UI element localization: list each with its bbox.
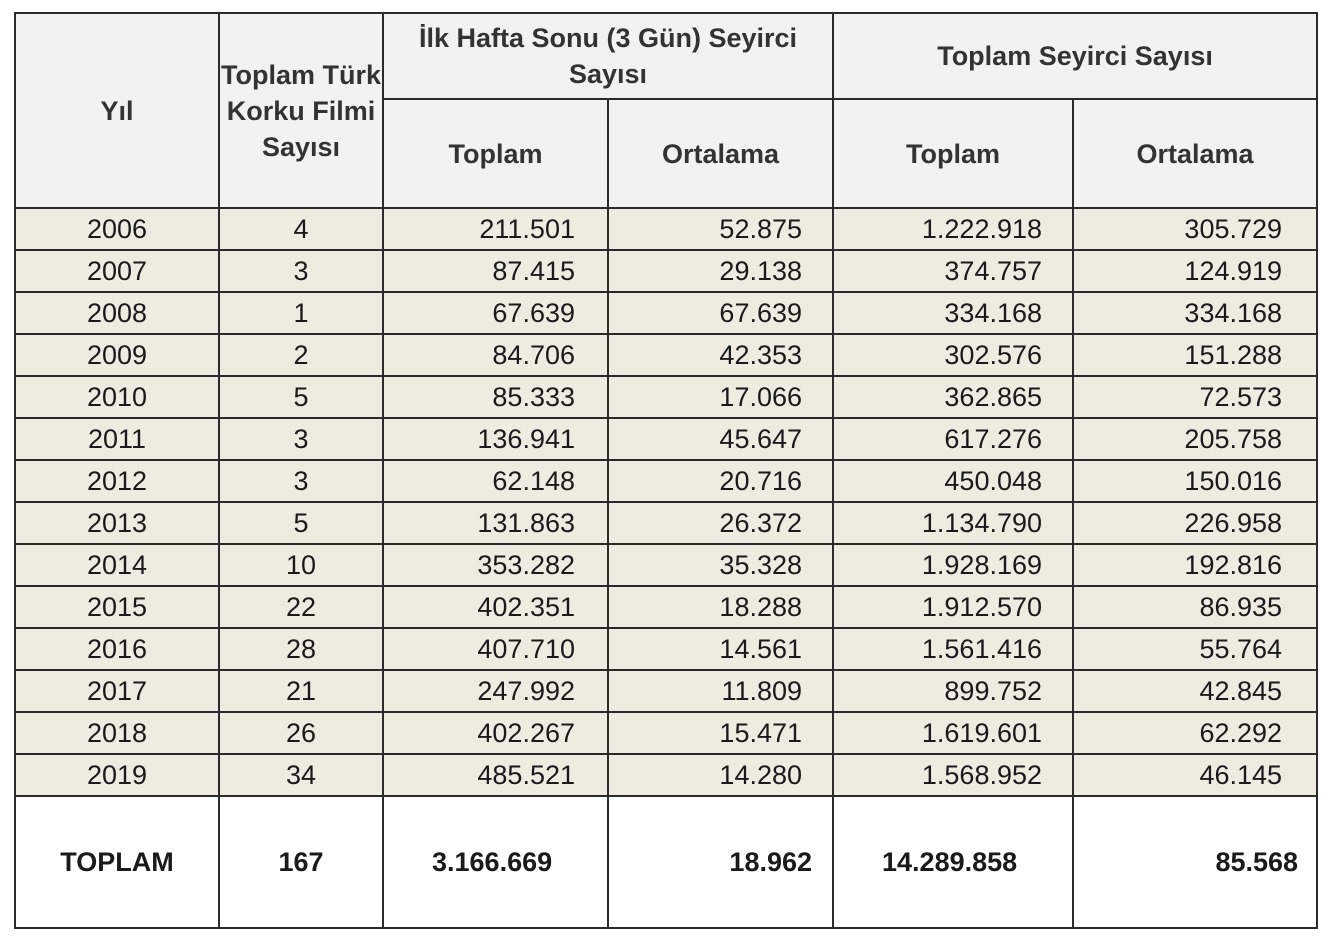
footer-label: TOPLAM [15,796,219,928]
cell-total-total: 1.134.790 [833,502,1073,544]
header-row-1 [15,13,1317,99]
table-row [15,292,1317,334]
cell-total-avg: 46.145 [1073,754,1317,796]
cell-weekend-total: 87.415 [383,250,608,292]
cell-weekend-avg: 18.288 [608,586,833,628]
table-header [15,13,1317,208]
cell-year: 2007 [15,250,219,292]
cell-total-avg: 42.845 [1073,670,1317,712]
cell-total-total: 1.222.918 [833,208,1073,250]
header-total-total: Toplam [833,99,1073,208]
table-row [15,502,1317,544]
header-weekend-avg: Ortalama [608,99,833,208]
cell-film-count: 3 [219,418,383,460]
footer-total-total: 14.289.858 [833,796,1073,928]
cell-total-total: 450.048 [833,460,1073,502]
cell-total-avg: 86.935 [1073,586,1317,628]
cell-year: 2018 [15,712,219,754]
cell-total-total: 374.757 [833,250,1073,292]
cell-total-avg: 55.764 [1073,628,1317,670]
header-film-count: Toplam Türk Korku Filmi Sayısı [219,13,383,208]
cell-total-total: 302.576 [833,334,1073,376]
table-row [15,418,1317,460]
cell-weekend-total: 85.333 [383,376,608,418]
cell-year: 2013 [15,502,219,544]
cell-weekend-avg: 14.561 [608,628,833,670]
footer-row [15,796,1317,928]
cell-total-total: 1.928.169 [833,544,1073,586]
cell-weekend-avg: 52.875 [608,208,833,250]
table-row [15,628,1317,670]
footer-total-avg: 85.568 [1073,796,1317,928]
footer-weekend-avg: 18.962 [608,796,833,928]
cell-total-avg: 150.016 [1073,460,1317,502]
cell-total-total: 899.752 [833,670,1073,712]
cell-total-avg: 151.288 [1073,334,1317,376]
cell-weekend-total: 211.501 [383,208,608,250]
cell-weekend-avg: 67.639 [608,292,833,334]
cell-year: 2016 [15,628,219,670]
cell-film-count: 5 [219,376,383,418]
cell-weekend-total: 485.521 [383,754,608,796]
table-body [15,208,1317,796]
cell-film-count: 5 [219,502,383,544]
cell-film-count: 34 [219,754,383,796]
cell-weekend-avg: 26.372 [608,502,833,544]
footer-weekend-total: 3.166.669 [383,796,608,928]
cell-film-count: 1 [219,292,383,334]
cell-weekend-avg: 35.328 [608,544,833,586]
cell-year: 2012 [15,460,219,502]
header-weekend-group: İlk Hafta Sonu (3 Gün) Seyirci Sayısı [383,13,833,99]
cell-total-avg: 334.168 [1073,292,1317,334]
table-row [15,544,1317,586]
cell-film-count: 10 [219,544,383,586]
cell-weekend-total: 402.351 [383,586,608,628]
cell-total-total: 1.619.601 [833,712,1073,754]
cell-year: 2014 [15,544,219,586]
cell-total-total: 617.276 [833,418,1073,460]
cell-weekend-total: 84.706 [383,334,608,376]
cell-total-total: 362.865 [833,376,1073,418]
cell-total-total: 1.912.570 [833,586,1073,628]
cell-film-count: 3 [219,460,383,502]
cell-weekend-avg: 20.716 [608,460,833,502]
cell-year: 2010 [15,376,219,418]
cell-year: 2011 [15,418,219,460]
table-footer [15,796,1317,928]
cell-total-total: 334.168 [833,292,1073,334]
cell-total-avg: 72.573 [1073,376,1317,418]
table-row [15,670,1317,712]
cell-weekend-total: 247.992 [383,670,608,712]
cell-film-count: 3 [219,250,383,292]
table-row [15,208,1317,250]
cell-total-avg: 192.816 [1073,544,1317,586]
header-total-group: Toplam Seyirci Sayısı [833,13,1317,99]
cell-weekend-avg: 14.280 [608,754,833,796]
cell-year: 2015 [15,586,219,628]
footer-count: 167 [219,796,383,928]
cell-year: 2009 [15,334,219,376]
table-row [15,460,1317,502]
cell-total-avg: 62.292 [1073,712,1317,754]
cell-film-count: 2 [219,334,383,376]
cell-film-count: 21 [219,670,383,712]
cell-total-avg: 305.729 [1073,208,1317,250]
cell-year: 2008 [15,292,219,334]
table-row [15,250,1317,292]
cell-total-avg: 124.919 [1073,250,1317,292]
cell-weekend-total: 407.710 [383,628,608,670]
cell-weekend-avg: 15.471 [608,712,833,754]
cell-year: 2017 [15,670,219,712]
cell-weekend-total: 402.267 [383,712,608,754]
cell-weekend-total: 136.941 [383,418,608,460]
cell-weekend-avg: 17.066 [608,376,833,418]
cell-year: 2006 [15,208,219,250]
cell-weekend-total: 62.148 [383,460,608,502]
cell-weekend-total: 67.639 [383,292,608,334]
cell-weekend-avg: 11.809 [608,670,833,712]
cell-film-count: 26 [219,712,383,754]
header-total-avg: Ortalama [1073,99,1317,208]
table-row [15,376,1317,418]
table-row [15,712,1317,754]
cell-total-avg: 205.758 [1073,418,1317,460]
cell-weekend-avg: 29.138 [608,250,833,292]
header-weekend-total: Toplam [383,99,608,208]
table-row [15,586,1317,628]
cell-film-count: 28 [219,628,383,670]
table-row [15,754,1317,796]
cell-film-count: 4 [219,208,383,250]
cell-weekend-avg: 45.647 [608,418,833,460]
header-year: Yıl [15,13,219,208]
cell-weekend-total: 353.282 [383,544,608,586]
cell-total-avg: 226.958 [1073,502,1317,544]
cell-weekend-total: 131.863 [383,502,608,544]
table-container [14,12,1318,929]
cell-weekend-avg: 42.353 [608,334,833,376]
horror-film-audience-table [14,12,1318,929]
cell-total-total: 1.568.952 [833,754,1073,796]
cell-film-count: 22 [219,586,383,628]
table-row [15,334,1317,376]
cell-total-total: 1.561.416 [833,628,1073,670]
cell-year: 2019 [15,754,219,796]
